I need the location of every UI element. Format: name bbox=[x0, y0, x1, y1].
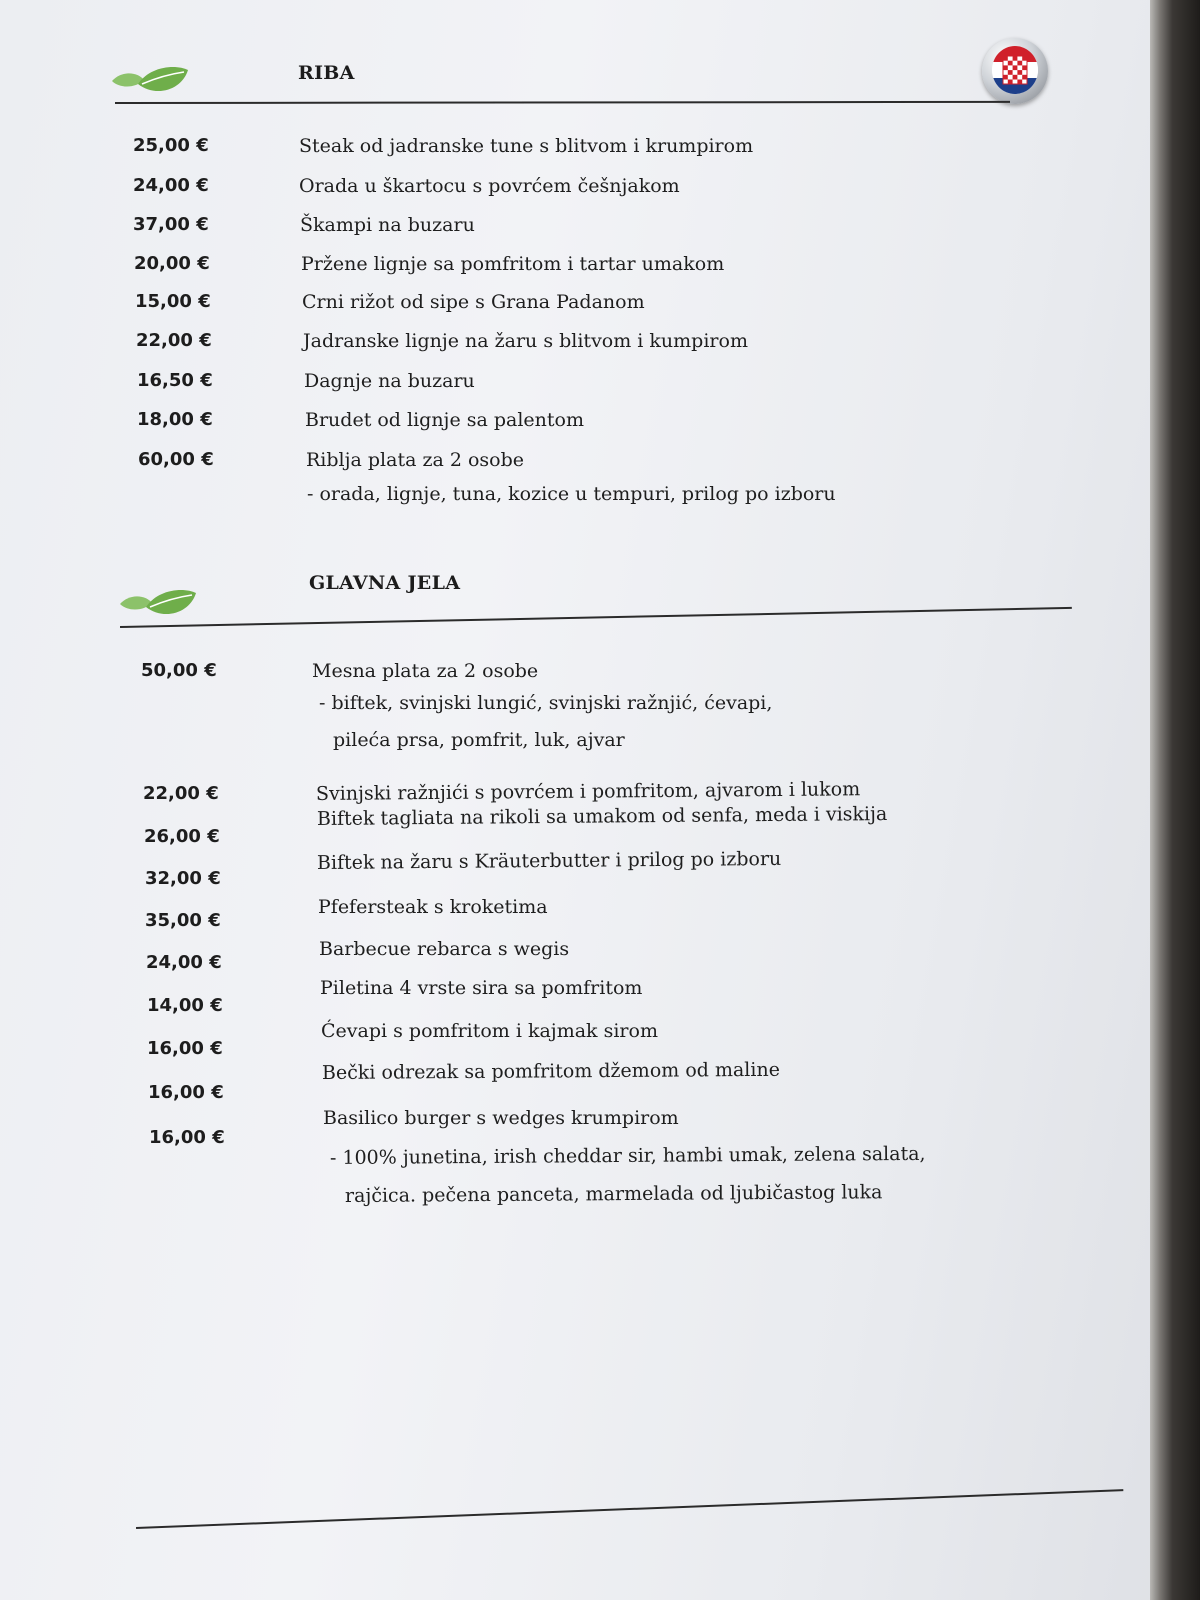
item-dish: Brudet od lignje sa palentom bbox=[305, 409, 584, 431]
footer-divider bbox=[136, 1489, 1123, 1529]
item-price: 50,00 € bbox=[141, 660, 217, 681]
item-dish: Bečki odrezak sa pomfritom džemom od maline bbox=[321, 1058, 780, 1084]
item-price: 20,00 € bbox=[134, 253, 210, 274]
item-note-text: - biftek, svinjski lungić, svinjski ražnjić, ćevapi, bbox=[319, 692, 773, 714]
item-price: 26,00 € bbox=[144, 826, 220, 847]
item-dish: Dagnje na buzaru bbox=[304, 370, 475, 392]
item-dish: Mesna plata za 2 osobe bbox=[312, 660, 539, 682]
item-note-text: - orada, lignje, tuna, kozice u tempuri, prilog po izboru bbox=[307, 483, 836, 505]
leaf-icon bbox=[108, 64, 190, 98]
section-title-glavna-jela: GLAVNA JELA bbox=[309, 572, 461, 594]
item-note-text: - 100% junetina, irish cheddar sir, hambi umak, zelena salata, bbox=[329, 1142, 926, 1169]
item-price: 15,00 € bbox=[135, 291, 211, 312]
item-dish: Ćevapi s pomfritom i kajmak sirom bbox=[321, 1020, 658, 1042]
item-dish: Svinjski ražnjići s povrćem i pomfritom, ajvarom i lukom bbox=[315, 778, 861, 805]
item-dish: Škampi na buzaru bbox=[300, 214, 475, 236]
item-dish: Riblja plata za 2 osobe bbox=[306, 449, 524, 471]
item-price: 32,00 € bbox=[145, 868, 221, 889]
item-dish: Steak od jadranske tune s blitvom i krumpirom bbox=[299, 135, 754, 157]
item-price: 18,00 € bbox=[137, 409, 213, 430]
item-dish: Pfefersteak s kroketima bbox=[318, 896, 548, 918]
item-dish: Pržene lignje sa pomfritom i tartar umakom bbox=[301, 253, 725, 275]
croatia-flag-icon bbox=[982, 38, 1048, 104]
section-title-riba: RIBA bbox=[298, 62, 355, 84]
item-dish: Barbecue rebarca s wegis bbox=[319, 938, 570, 960]
item-price: 16,50 € bbox=[137, 370, 213, 391]
item-price: 35,00 € bbox=[145, 910, 221, 931]
item-dish: Biftek na žaru s Kräuterbutter i prilog po izboru bbox=[316, 847, 782, 874]
menu-binder bbox=[1150, 0, 1200, 1600]
item-dish: Crni rižot od sipe s Grana Padanom bbox=[302, 291, 645, 313]
item-price: 22,00 € bbox=[136, 330, 212, 351]
item-price: 16,00 € bbox=[147, 1038, 223, 1059]
item-dish: Piletina 4 vrste sira sa pomfritom bbox=[320, 977, 643, 999]
item-price: 14,00 € bbox=[147, 995, 223, 1016]
item-price: 60,00 € bbox=[138, 449, 214, 470]
item-price: 16,00 € bbox=[149, 1127, 225, 1148]
item-price: 24,00 € bbox=[146, 952, 222, 973]
item-dish: Jadranske lignje na žaru s blitvom i kumpirom bbox=[303, 330, 748, 352]
leaf-icon bbox=[116, 587, 198, 621]
section-divider bbox=[115, 101, 1010, 104]
item-dish: Basilico burger s wedges krumpirom bbox=[323, 1107, 679, 1129]
item-note-text: rajčica. pečena panceta, marmelada od ljubičastog luka bbox=[344, 1181, 883, 1207]
section-divider bbox=[120, 607, 1072, 628]
item-price: 25,00 € bbox=[133, 135, 209, 156]
item-price: 24,00 € bbox=[133, 175, 209, 196]
item-price: 37,00 € bbox=[133, 214, 209, 235]
item-dish: Biftek tagliata na rikoli sa umakom od senfa, meda i viskija bbox=[316, 803, 888, 830]
item-price: 16,00 € bbox=[148, 1082, 224, 1103]
item-dish: Orada u škartocu s povrćem češnjakom bbox=[299, 175, 680, 197]
item-note-text: pileća prsa, pomfrit, luk, ajvar bbox=[333, 729, 625, 751]
item-price: 22,00 € bbox=[143, 783, 219, 804]
